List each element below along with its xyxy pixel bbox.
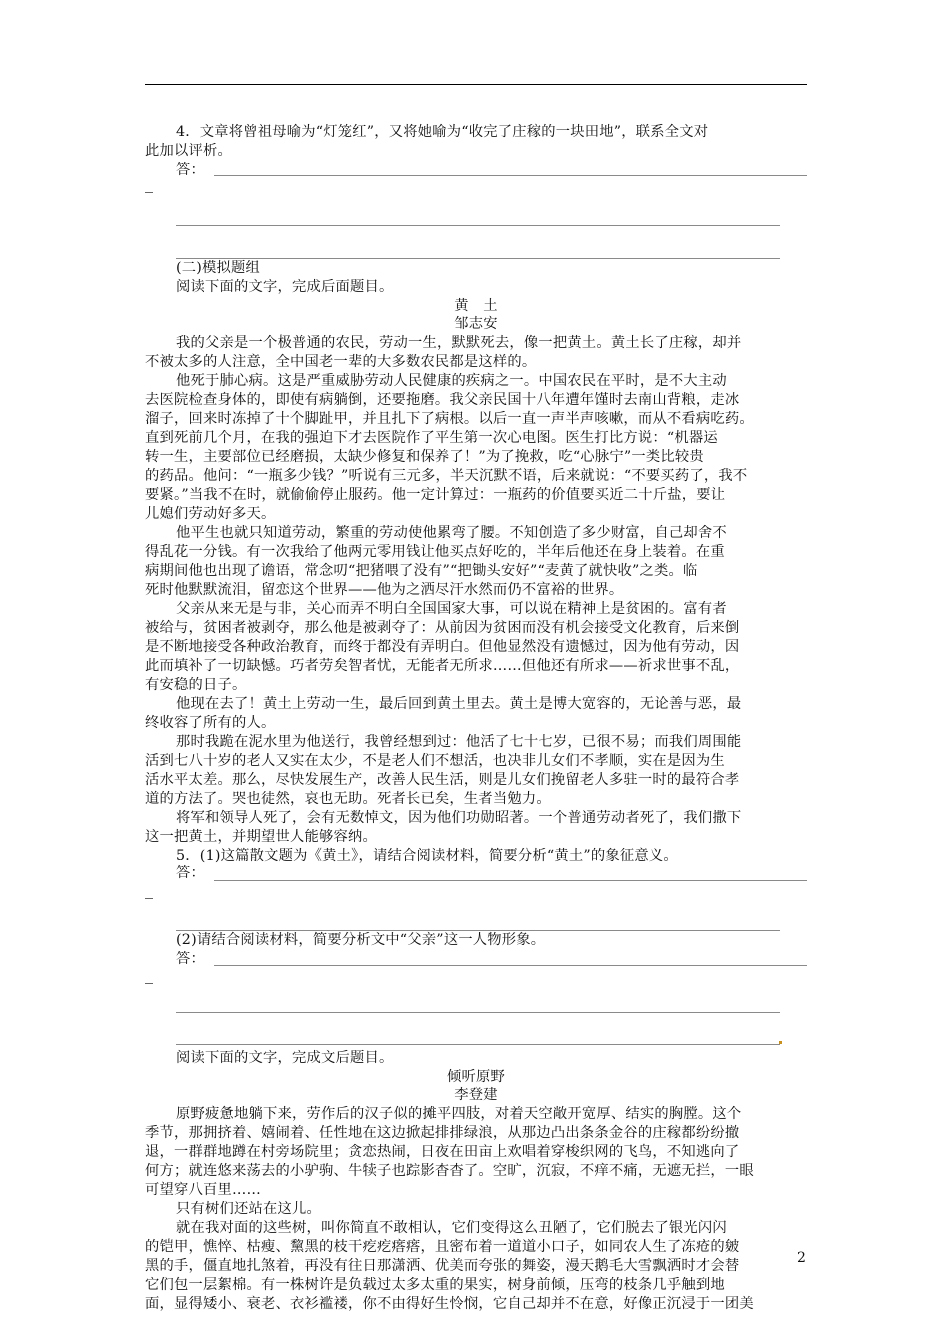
body-line: 何方；就连悠来荡去的小驴驹、牛犊子也踪影杳杳了。空旷，沉寂，不痒不痛，无遮无拦，一眼 (145, 1163, 754, 1179)
body-line: 道的方法了。哭也徒然，哀也无助。死者长已矣，生者当勉力。 (145, 791, 551, 807)
answer-line (214, 175, 807, 176)
article-title: 倾听原野 (447, 1069, 505, 1085)
body-line: 直到死前几个月，在我的强迫下才去医院作了平生第一次心电图。医生打比方说：“机器运 (145, 430, 718, 446)
question-4-line-2: 此加以评析。 (145, 143, 232, 159)
answer-line (176, 1044, 780, 1045)
body-line: 父亲从来无是与非，关心而弄不明白全国国家大事，可以说在精神上是贫困的。富有者 (176, 601, 727, 617)
body-line: 要紧。”当我不在时，就偷偷停止服药。他一定计算过：一瓶药的价值要买近二十斤盐，要让 (145, 487, 726, 503)
body-line: 他平生也就只知道劳动，繁重的劳动使他累弯了腰。不知创造了多少财富，自己却舍不 (176, 525, 727, 541)
body-line: 有安稳的日子。 (145, 677, 247, 693)
answer-line (214, 880, 807, 881)
answer-label: 答： (176, 162, 205, 178)
body-line: 病期间他也出现了谵语，常念叨“把猪喂了没有”“把锄头安好”“麦黄了就快收”之类。临 (145, 563, 698, 579)
answer-line (176, 225, 780, 226)
body-line: 去医院检查身体的，即使有病躺倒，还要拖磨。我父亲民国十八年遭年馑时去南山背粮，走冰 (145, 392, 740, 408)
body-line: 他死于肺心病。这是严重威胁劳动人民健康的疾病之一。中国农民在平时，是不大主动 (176, 373, 727, 389)
answer-line-tail (145, 983, 153, 984)
body-line: 不被太多的人注意，全中国老一辈的大多数农民都是这样的。 (145, 354, 537, 370)
reading-instruction: 阅读下面的文字，完成文后题目。 (176, 1050, 394, 1066)
reading-instruction: 阅读下面的文字，完成后面题目。 (176, 279, 394, 295)
body-line: 溜子，回来时冻掉了十个脚趾甲，并且扎下了病根。以后一直一声半声咳嗽，而从不看病吃药。 (145, 411, 754, 427)
body-line: 那时我跪在泥水里为他送行，我曾经想到过：他活了七十七岁，已很不易；而我们周围能 (176, 734, 742, 750)
body-line: 将军和领导人死了，会有无数悼文，因为他们功勋昭著。一个普通劳动者死了，我们撒下 (176, 810, 742, 826)
answer-label: 答： (176, 951, 205, 967)
answer-line-tail (145, 898, 153, 899)
body-line: 的药品。他问：“一瓶多少钱？”听说有三元多，半天沉默不语，后来就说：“不要买药了，我不 (145, 468, 748, 484)
answer-line (176, 1012, 780, 1013)
body-line: 死时他默默流泪，留恋这个世界——他为之洒尽汗水然而仍不富裕的世界。 (145, 582, 624, 598)
body-line: 活水平太差。那么，尽快发展生产，改善人民生活，则是儿女们挽留老人多驻一时的最符合孝 (145, 772, 740, 788)
body-line: 面，显得矮小、衰老、衣衫褴褛，你不由得好生怜悯，它自己却并不在意，好像正沉浸于一团美 (145, 1296, 754, 1312)
answer-line (214, 965, 807, 966)
body-line: 这一把黄土，并期望世人能够容纳。 (145, 829, 377, 845)
body-line: 原野疲惫地躺下来，劳作后的汉子似的摊平四肢，对着天空敞开宽厚、结实的胸膛。这个 (176, 1106, 742, 1122)
article-title: 黄 土 (454, 298, 498, 314)
article-author: 邹志安 (454, 316, 498, 332)
body-line: 儿媳们劳动好多天。 (145, 506, 276, 522)
body-line: 他现在去了！黄土上劳动一生，最后回到黄土里去。黄土是博大宽容的，无论善与恶，最 (176, 696, 742, 712)
body-line: 可望穿八百里…… (145, 1182, 261, 1198)
body-line: 季节，那拥挤着、嬉闹着、任性地在这边掀起排排绿浪，从那边凸出条条金谷的庄稼都纷纷撤 (145, 1125, 740, 1141)
body-line: 转一生，主要部位已经磨损，太缺少修复和保养了！”为了挽救，吃“心脉宁”一类比较贵 (145, 449, 704, 465)
body-line: 我的父亲是一个极普通的农民，劳动一生，默默死去，像一把黄土。黄土长了庄稼，却并 (176, 335, 742, 351)
section-heading: (二)模拟题组 (176, 260, 261, 276)
body-line: 被给与，贫困者被剥夺，那么他是被剥夺了：从前因为贫困而没有机会接受文化教育，后来倒 (145, 620, 740, 636)
body-line: 得乱花一分钱。有一次我给了他两元零用钱让他买点好吃的，半年后他还在身上装着。在重 (145, 544, 725, 560)
body-line: 就在我对面的这些树，叫你简直不敢相认，它们变得这么丑陋了，它们脱去了银光闪闪 (176, 1220, 727, 1236)
body-line: 退，一群群地蹲在村旁场院里；贪恋热闹，日夜在田亩上欢唱着穿梭织网的飞鸟，不知逃向了 (145, 1144, 740, 1160)
page-number: 2 (797, 1250, 806, 1266)
body-line: 活到七八十岁的老人又实在太少，不是老人们不想活，也决非儿女们不孝顺，实在是因为生 (145, 753, 725, 769)
body-line: 黑的手，僵直地扎煞着，再没有往日那潇洒、优美而夸张的舞姿，漫天鹅毛大雪飘洒时才会替 (145, 1258, 740, 1274)
article-author: 李登建 (454, 1087, 498, 1103)
answer-line-tail (145, 192, 153, 193)
body-line: 只有树们还站在这儿。 (176, 1201, 321, 1217)
body-line: 此而填补了一切缺憾。巧者劳矣智者忧，无能者无所求……但他还有所求——祈求世事不乱， (145, 658, 740, 674)
body-line: 终收容了所有的人。 (145, 715, 276, 731)
question-5-2: (2)请结合阅读材料，简要分析文中“父亲”这一人物形象。 (176, 932, 546, 948)
body-line: 的铠甲，憔悴、枯瘦、黧黑的枝干疙疙瘩瘩，且密布着一道道小口子，如同农人生了冻疮的皴 (145, 1239, 740, 1255)
body-line: 是不断地接受各种政治教育，而终于都没有弄明白。但他显然没有遗憾过，因为他有劳动，因 (145, 639, 740, 655)
header-rule (145, 84, 807, 85)
question-5-1: 5．(1)这篇散文题为《黄土》，请结合阅读材料，简要分析“黄土”的象征意义。 (176, 848, 678, 864)
answer-label: 答： (176, 865, 205, 881)
question-4-line-1: 4．文章将曾祖母喻为“灯笼红”，又将她喻为“收完了庄稼的一块田地”，联系全文对 (176, 124, 709, 140)
answer-line-mark (779, 1041, 782, 1044)
body-line: 它们包一层絮棉。有一株树许是负载过太多太重的果实，树身前倾，压弯的枝条几乎触到地 (145, 1277, 725, 1293)
